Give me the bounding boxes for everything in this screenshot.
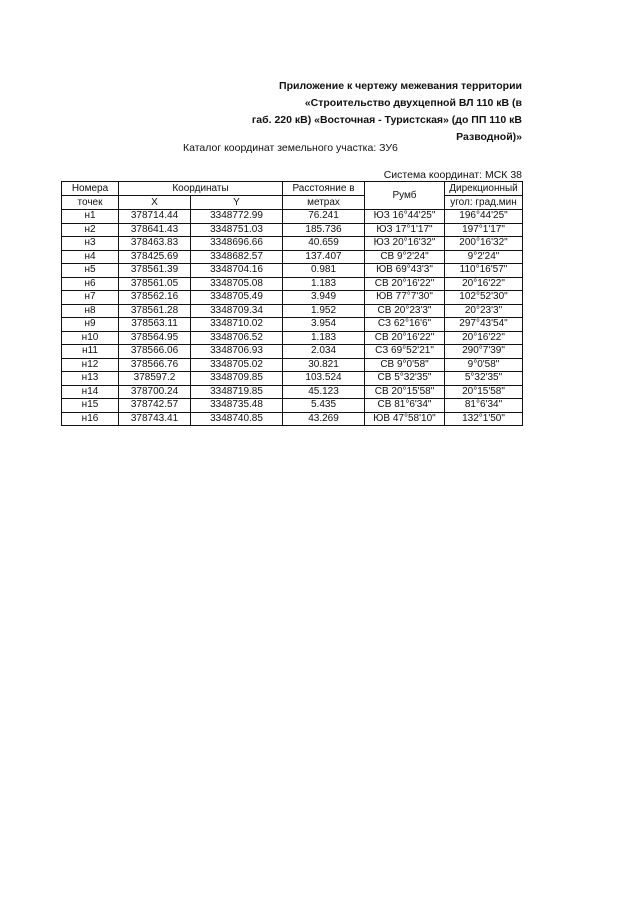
cell-angle: 20°16'22": [445, 277, 523, 291]
cell-distance: 185.736: [283, 223, 365, 237]
cell-angle: 9°2'24": [445, 250, 523, 264]
cell-x: 378564.95: [119, 331, 191, 345]
cell-distance: 2.034: [283, 345, 365, 359]
cell-rumb: СВ 81°6'34": [365, 399, 445, 413]
cell-y: 3348706.52: [191, 331, 283, 345]
cell-distance: 76.241: [283, 210, 365, 224]
cell-rumb: СЗ 69°52'21": [365, 345, 445, 359]
table-row: [62, 277, 523, 291]
cell-y: 3348705.02: [191, 358, 283, 372]
table-row: [62, 358, 523, 372]
header-point-line2: точек: [62, 196, 119, 210]
cell-distance: 3.949: [283, 291, 365, 305]
cell-distance: 40.659: [283, 237, 365, 251]
cell-distance: 30.821: [283, 358, 365, 372]
cell-distance: 43.269: [283, 412, 365, 426]
table-row: [62, 210, 523, 224]
cell-x: 378742.57: [119, 399, 191, 413]
catalog-title: Каталог координат земельного участка: ЗУ6: [183, 142, 398, 154]
header-line-2: «Строительство двухцепной ВЛ 110 кВ (в: [304, 97, 522, 109]
cell-y: 3348710.02: [191, 318, 283, 332]
table-row: [62, 304, 523, 318]
cell-rumb: СВ 9°0'58": [365, 358, 445, 372]
cell-x: 378561.28: [119, 304, 191, 318]
document-header: [192, 78, 522, 146]
cell-rumb: СЗ 62°16'6": [365, 318, 445, 332]
header-x: X: [119, 196, 191, 210]
cell-point: н1: [62, 210, 119, 224]
cell-point: н9: [62, 318, 119, 332]
cell-rumb: ЮЗ 17°1'17": [365, 223, 445, 237]
cell-rumb: ЮВ 77°7'30": [365, 291, 445, 305]
table-row: [62, 237, 523, 251]
cell-y: 3348772.99: [191, 210, 283, 224]
cell-x: 378597.2: [119, 372, 191, 386]
table-row: [62, 399, 523, 413]
cell-angle: 9°0'58": [445, 358, 523, 372]
cell-y: 3348740.85: [191, 412, 283, 426]
cell-rumb: СВ 5°32'35": [365, 372, 445, 386]
cell-point: н8: [62, 304, 119, 318]
cell-x: 378743.41: [119, 412, 191, 426]
cell-x: 378641.43: [119, 223, 191, 237]
cell-distance: 45.123: [283, 385, 365, 399]
cell-distance: 3.954: [283, 318, 365, 332]
cell-point: н13: [62, 372, 119, 386]
cell-x: 378714.44: [119, 210, 191, 224]
table-row: [62, 291, 523, 305]
cell-y: 3348696.66: [191, 237, 283, 251]
header-angle-line2: угол: град.мин: [445, 196, 523, 210]
coordinate-catalog-table: [61, 181, 523, 426]
cell-angle: 20°15'58": [445, 385, 523, 399]
table-row: [62, 331, 523, 345]
cell-point: н10: [62, 331, 119, 345]
cell-y: 3348735.48: [191, 399, 283, 413]
cell-y: 3348709.34: [191, 304, 283, 318]
cell-angle: 196°44'25": [445, 210, 523, 224]
coordinate-system-label: Система координат: МСК 38: [383, 169, 522, 181]
cell-x: 378463.83: [119, 237, 191, 251]
table-header-row-1: [62, 182, 523, 196]
header-rumb: Румб: [365, 182, 445, 210]
cell-y: 3348705.49: [191, 291, 283, 305]
table-row: [62, 250, 523, 264]
table-row: [62, 345, 523, 359]
header-line-4: Разводной)»: [456, 131, 522, 143]
cell-angle: 200°16'32": [445, 237, 523, 251]
cell-angle: 5°32'35": [445, 372, 523, 386]
cell-rumb: ЮЗ 20°16'32": [365, 237, 445, 251]
cell-angle: 20°23'3": [445, 304, 523, 318]
cell-angle: 297°43'54": [445, 318, 523, 332]
cell-point: н11: [62, 345, 119, 359]
cell-distance: 1.183: [283, 277, 365, 291]
cell-rumb: ЮВ 69°43'3": [365, 264, 445, 278]
cell-distance: 1.952: [283, 304, 365, 318]
cell-x: 378425.69: [119, 250, 191, 264]
cell-point: н5: [62, 264, 119, 278]
table-row: [62, 385, 523, 399]
cell-rumb: ЮВ 47°58'10": [365, 412, 445, 426]
cell-x: 378561.39: [119, 264, 191, 278]
table-header-row-2: [62, 196, 523, 210]
cell-angle: 20°16'22": [445, 331, 523, 345]
header-angle-line1: Дирекционный: [445, 182, 523, 196]
table-row: [62, 318, 523, 332]
cell-point: н2: [62, 223, 119, 237]
cell-angle: 81°6'34": [445, 399, 523, 413]
cell-rumb: СВ 20°16'22": [365, 277, 445, 291]
cell-y: 3348704.16: [191, 264, 283, 278]
cell-x: 378566.06: [119, 345, 191, 359]
cell-angle: 110°16'57": [445, 264, 523, 278]
table-row: [62, 412, 523, 426]
cell-distance: 1.183: [283, 331, 365, 345]
cell-point: н12: [62, 358, 119, 372]
cell-angle: 197°1'17": [445, 223, 523, 237]
cell-point: н14: [62, 385, 119, 399]
cell-y: 3348751.03: [191, 223, 283, 237]
cell-point: н4: [62, 250, 119, 264]
table-body: [62, 210, 523, 426]
cell-distance: 0.981: [283, 264, 365, 278]
cell-x: 378562.16: [119, 291, 191, 305]
cell-x: 378561.05: [119, 277, 191, 291]
header-distance-line2: метрах: [283, 196, 365, 210]
cell-x: 378563.11: [119, 318, 191, 332]
cell-angle: 132°1'50": [445, 412, 523, 426]
header-y: Y: [191, 196, 283, 210]
header-line-3: габ. 220 кВ) «Восточная - Туристская» (до ПП 110 кВ: [251, 114, 522, 126]
header-distance-line1: Расстояние в: [283, 182, 365, 196]
table-row: [62, 264, 523, 278]
cell-y: 3348709.85: [191, 372, 283, 386]
cell-distance: 137.407: [283, 250, 365, 264]
header-line-1: Приложение к чертежу межевания территории: [279, 80, 522, 92]
cell-rumb: ЮЗ 16°44'25": [365, 210, 445, 224]
table-row: [62, 223, 523, 237]
cell-y: 3348705.08: [191, 277, 283, 291]
cell-angle: 102°52'30": [445, 291, 523, 305]
cell-rumb: СВ 9°2'24": [365, 250, 445, 264]
cell-point: н7: [62, 291, 119, 305]
cell-distance: 5.435: [283, 399, 365, 413]
cell-point: н6: [62, 277, 119, 291]
table-row: [62, 372, 523, 386]
cell-x: 378566.76: [119, 358, 191, 372]
cell-angle: 290°7'39": [445, 345, 523, 359]
cell-y: 3348706.93: [191, 345, 283, 359]
cell-rumb: СВ 20°16'22": [365, 331, 445, 345]
cell-point: н15: [62, 399, 119, 413]
cell-x: 378700.24: [119, 385, 191, 399]
cell-y: 3348682.57: [191, 250, 283, 264]
cell-y: 3348719.85: [191, 385, 283, 399]
cell-point: н3: [62, 237, 119, 251]
header-point-line1: Номера: [62, 182, 119, 196]
cell-point: н16: [62, 412, 119, 426]
cell-rumb: СВ 20°23'3": [365, 304, 445, 318]
cell-distance: 103.524: [283, 372, 365, 386]
header-coordinates: Координаты: [119, 182, 283, 196]
cell-rumb: СВ 20°15'58": [365, 385, 445, 399]
